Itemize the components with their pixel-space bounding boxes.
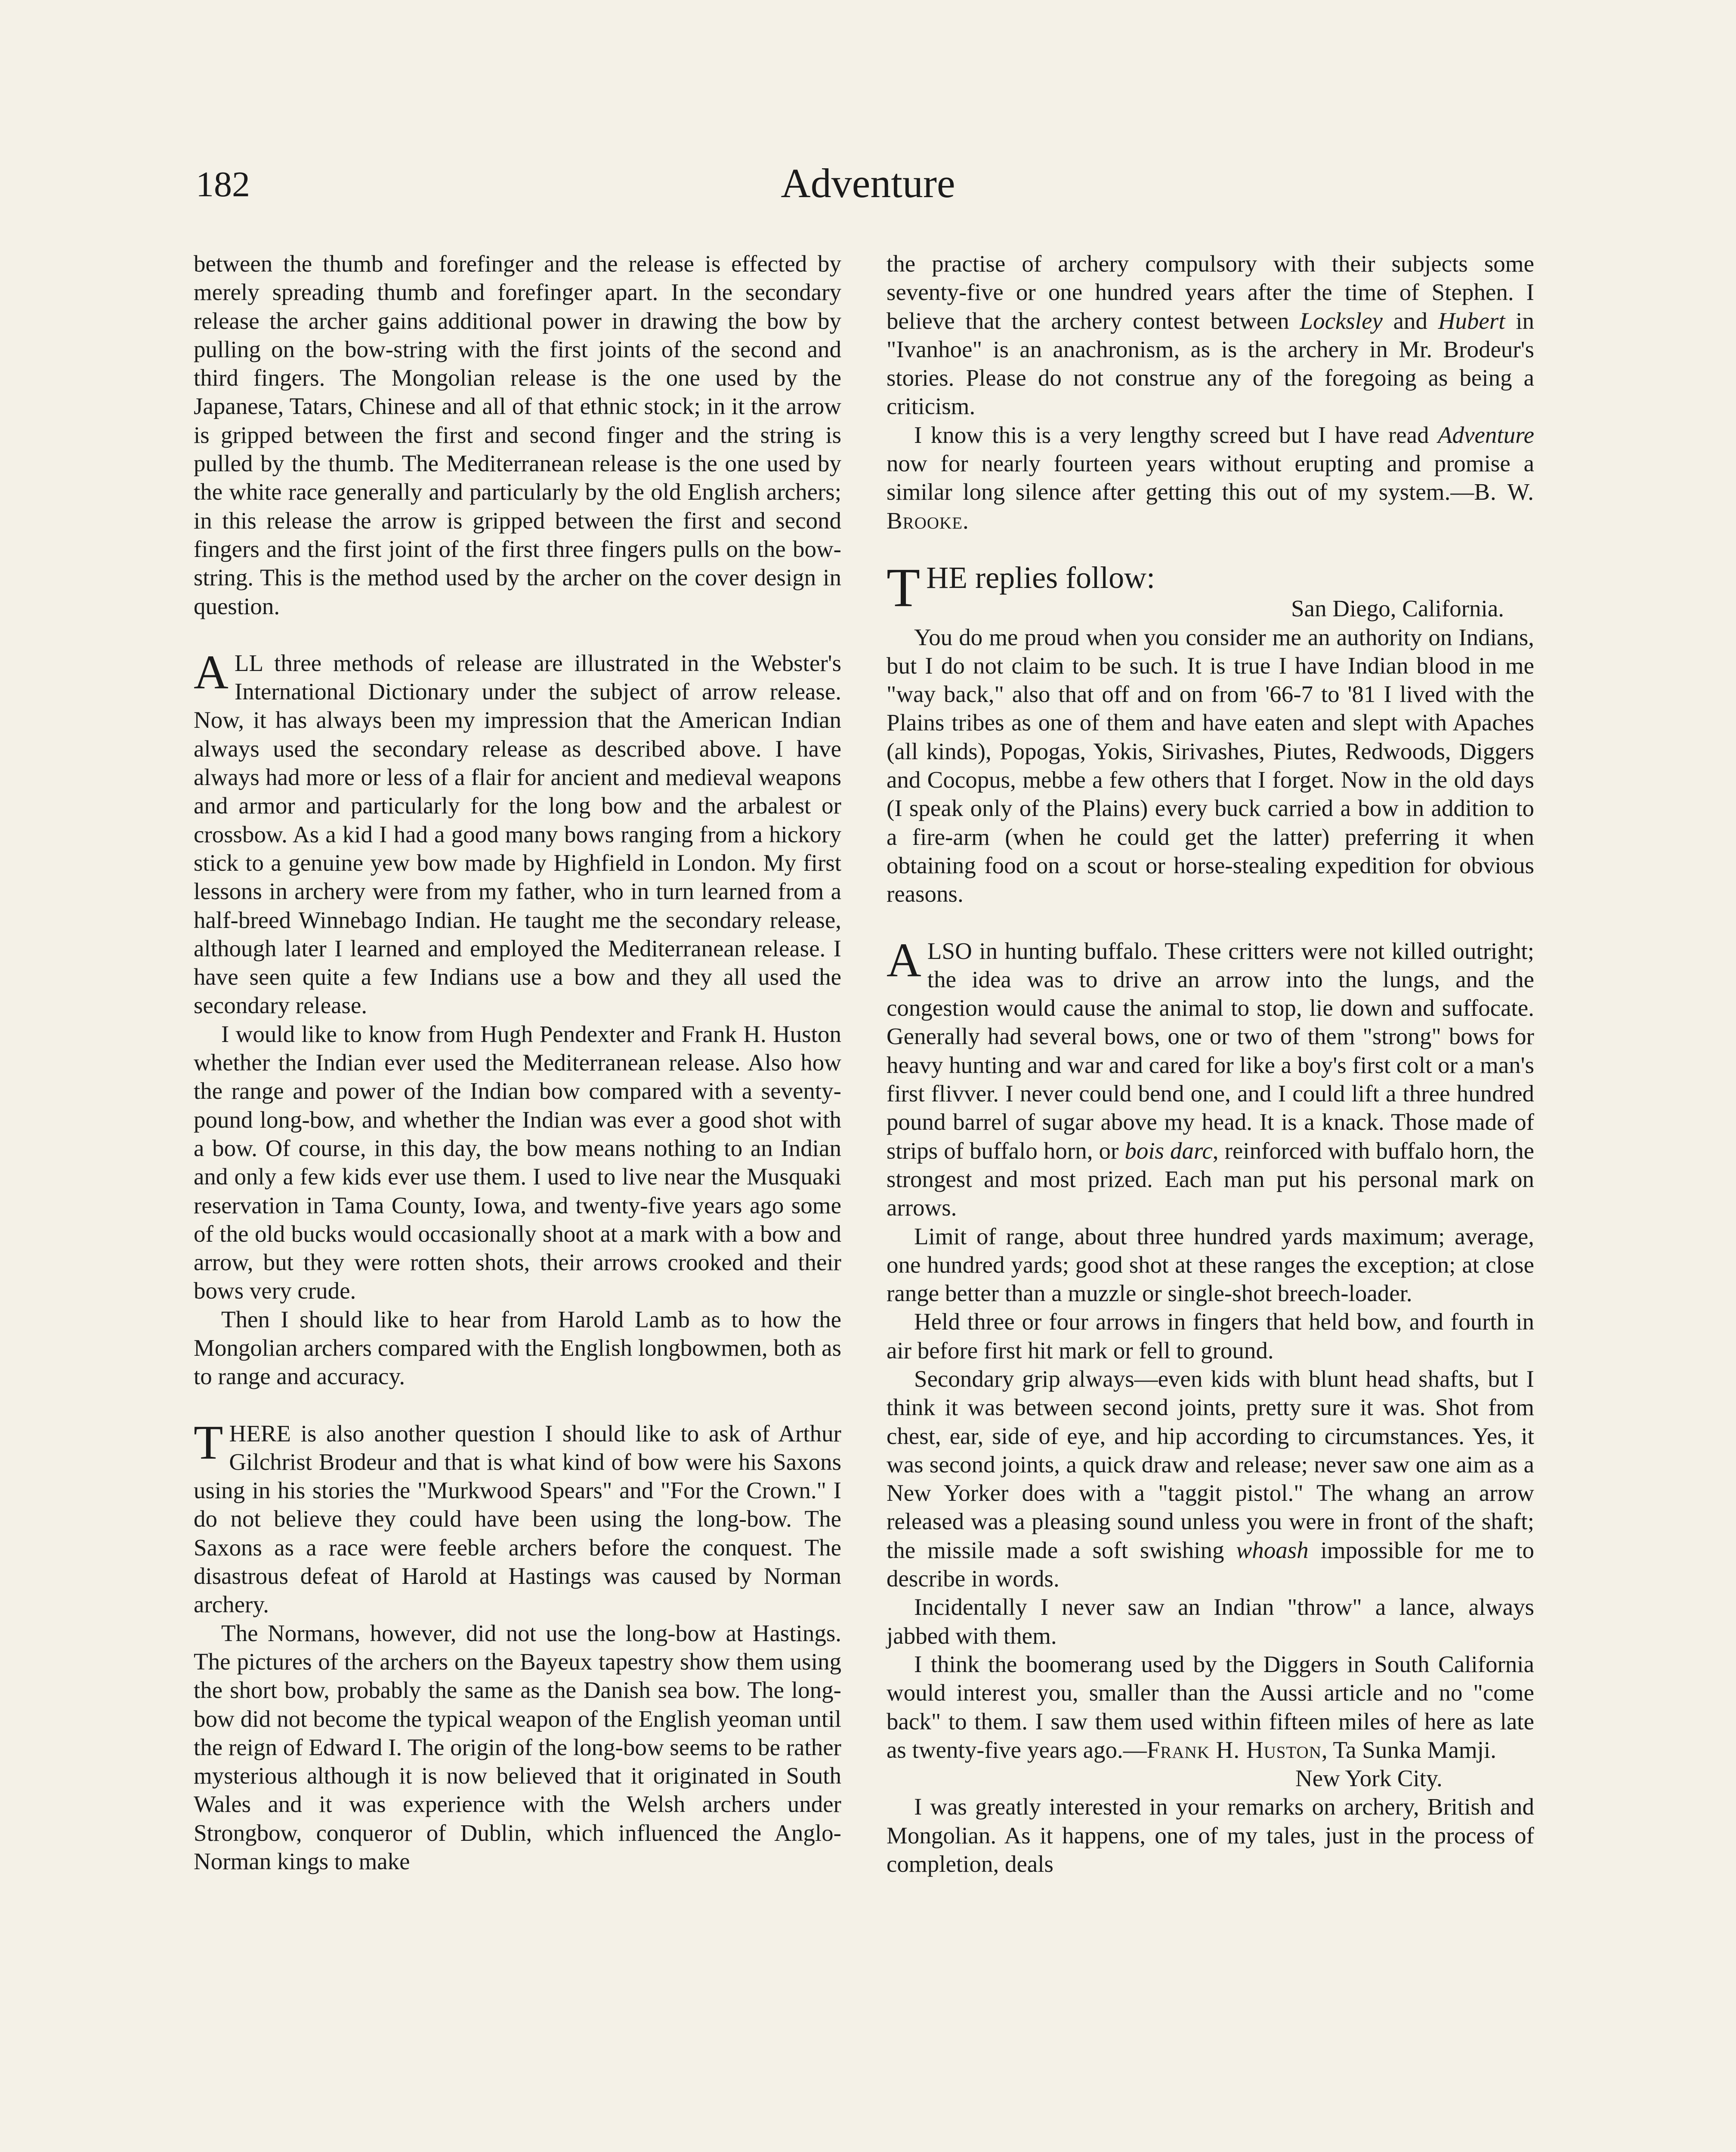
drop-cap: T [887, 557, 921, 618]
text-run: I think the boomerang used by the Diggers in South California would interest you, smaller than the Aussi article and no "come back" to them. I saw them used within fifteen miles of here as late as twenty-five years ago.— [887, 1651, 1534, 1763]
magazine-title: Adventure [781, 160, 955, 206]
section-paragraph [194, 1416, 841, 1619]
paragraph: You do me proud when you consider me an authority on Indians, but I do not claim to be such. It is true I have Indian blood in me "way back," also that off and on from '66-7 to '81 I lived with the Plains tribes as one of them and have eaten and slept with Apaches (all kinds), Popogas, Yokis, Sirivashes, Piutes, Redwoods, Diggers and Cocopus, mebbe a few others that I forget. Now in the old days (I speak only of the Plains) every buck carried a bow in addition to a fire-arm (when he could get the latter) preferring it when obtaining food on a scout or horse-stealing expedition for obvious reasons. [887, 624, 1534, 907]
paragraph: Then I should like to hear from Harold Lamb as to how the Mongolian archers compared with the English longbowmen, both as to range and accuracy. [194, 1306, 841, 1390]
text-run: I know this is a very lengthy screed but I have read [914, 421, 1438, 448]
text-run: the practise of archery compulsory with their subjects some seventy-five or one hundred years after the time of Stephen. I believe that the archery contest between [887, 250, 1534, 334]
running-head [196, 159, 1540, 220]
section-paragraph [887, 933, 1534, 1222]
paragraph [887, 250, 1534, 421]
text-run: in "Ivanhoe" is an anachronism, as is the archery in Mr. Brodeur's stories. Please do not construe any of the foregoing as being a criticism. [887, 307, 1534, 420]
text-run: impossible for me to describe in words. [887, 1537, 1534, 1592]
text-run: LSO in hunting buffalo. These critters were not killed outright; the idea was to drive an arrow into the lungs, and the congestion would cause the animal to stop, lie down and suffocate. Generally had several bows, one or two of them "strong" bows for heavy hunting and war and cared for like a boy's first colt or a man's first flivver. I never could bend one, and I could lift a three hundred pound barrel of sugar above my head. It is a knack. Those made of strips of buffalo horn, or [887, 937, 1534, 1164]
right-column [887, 250, 1534, 1878]
paragraph: The Normans, however, did not use the long-bow at Hastings. The pictures of the archers on the Bayeux tapestry show them using the short bow, probably the same as the Danish sea bow. The long-bow did not become the typical weapon of the English yeoman until the reign of Edward I. The origin of the long-bow seems to be rather mysterious although it is now believed that it originated in South Wales and it was experience with the Welsh archers under Strongbow, conqueror of Dublin, which influenced the Anglo-Norman kings to make [194, 1620, 841, 1875]
text-run: and [1382, 307, 1438, 334]
paragraph-text: HERE is also another question I should like to ask of Arthur Gilchrist Brodeur and that is what kind of bow were his Saxons using in his stories the "Murkwood Spears" and "For the Crown." I do not believe they could have been using the long-bow. The Saxons as a race were feeble archers before the conquest. The disastrous defeat of Harold at Hastings was caused by Norman archery. [194, 1420, 841, 1618]
drop-cap: A [887, 933, 921, 987]
letter-signature: B. W. Brooke. [887, 479, 1534, 534]
term-bois-darc: bois darc [1124, 1137, 1213, 1164]
text-run: Secondary grip always—even kids with blunt head shafts, but I think it was between second joints, pretty sure it was. Shot from chest, ear, side of eye, and hip according to circumstances. Yes, it was second joints, a quick draw and release; never saw one aim as a New Yorker does with a "taggit pistol." The whang an arrow released was a pleasing sound unless you were in front of the shaft; the missile made a soft swishing [887, 1365, 1534, 1563]
paragraph: Held three or four arrows in fingers that held bow, and fourth in air before first hit mark or fell to ground. [887, 1308, 1534, 1364]
paragraph: Incidentally I never saw an Indian "throw" a lance, always jabbed with them. [887, 1594, 1534, 1649]
text-run: , Ta Sunka Mamji. [1321, 1736, 1496, 1763]
drop-cap: A [194, 645, 229, 699]
section-paragraph [194, 645, 841, 1020]
dateline: San Diego, California. [1291, 595, 1504, 622]
text-run: , reinforced with buffalo horn, the strongest and most prized. Each man put his personal mark on arrows. [887, 1137, 1534, 1221]
text-run: now for nearly fourteen years without erupting and promise a similar long silence after getting this out of my system.— [887, 450, 1534, 505]
paragraph-text: LL three methods of release are illustrated in the Webster's International Dictionary under the subject of arrow release. Now, it has always been my impression that the American Indian always used the secondary release as described above. I have always had more or less of a flair for ancient and medieval weapons and armor and particularly for the long bow and the arbalest or crossbow. As a kid I had a good many bows ranging from a hickory stick to a genuine yew bow made by Highfield in London. My first lessons in archery were from my father, who in turn learned from a half-breed Winnebago Indian. He taught me the secondary release, although later I learned and employed the Mediterranean release. I have seen quite a few Indians use a bow and they all used the secondary release. [194, 649, 841, 1019]
name-hubert: Hubert [1438, 307, 1505, 334]
paragraph: I would like to know from Hugh Pendexter and Frank H. Huston whether the Indian ever used the Mediterranean release. Also how the range and power of the Indian bow compared with a seventy-pound long-bow, and whether the Indian was ever a good shot with a bow. Of course, in this day, the bow means nothing to an Indian and only a few kids ever use them. I used to live near the Musquaki reservation in Tama County, Iowa, and twenty-five years ago some of the old bucks would occasionally shoot at a mark with a bow and arrow, but they were rotten shots, their arrows crooked and their bows very crude. [194, 1020, 841, 1304]
name-locksley: Locksley [1300, 307, 1383, 334]
paragraph: between the thumb and forefinger and the release is effected by merely spreading thumb and forefinger apart. In the secondary release the archer gains additional power in drawing the bow by pulling on the bow-string with the first joints of the second and third fingers. The Mongolian release is the one used by the Japanese, Tatars, Chinese and all of that ethnic stock; in it the arrow is gripped between the first and second finger and the string is pulled by the thumb. The Mediterranean release is the one used by the white race generally and particularly by the old English archers; in this release the arrow is gripped between the first and second fingers and the first joint of the first three fingers pulls on the bow-string. This is the method used by the archer on the cover design in question. [194, 250, 841, 619]
magazine-name: Adventure [1438, 421, 1534, 448]
letter-signature: Frank H. Huston [1146, 1736, 1322, 1763]
paragraph: I was greatly interested in your remarks on archery, British and Mongolian. As it happens, one of my tales, just in the process of completion, deals [887, 1793, 1534, 1877]
term-whoash: whoash [1236, 1537, 1309, 1563]
paragraph [887, 421, 1534, 535]
paragraph [887, 1650, 1534, 1764]
paragraph: Limit of range, about three hundred yards maximum; average, one hundred yards; good shot at these ranges the exception; at close range better than a muzzle or single-shot breech-loader. [887, 1223, 1534, 1307]
left-column [194, 250, 841, 1876]
drop-cap: T [194, 1416, 223, 1469]
page-number: 182 [196, 164, 250, 204]
dateline: New York City. [1295, 1765, 1443, 1792]
paragraph [887, 1365, 1534, 1593]
replies-heading-text: HE replies follow: [926, 560, 1155, 595]
